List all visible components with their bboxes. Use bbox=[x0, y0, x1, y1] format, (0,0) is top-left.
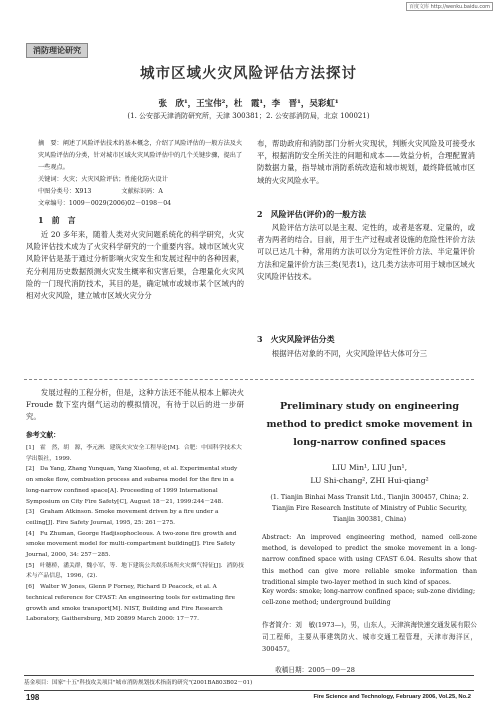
right-paragraph-1: 布，帮助政府和消防部门分析火灾现状，判断火灾风险及可接受水平，根据消防安全所关注的问题和成本——效益分析，合理配置消防数据力量，指导城市消防系统改造和城市规划，最终降低城市区域的火灾风险水平。 bbox=[257, 139, 475, 185]
page-number: 198 bbox=[26, 693, 40, 702]
reference-list bbox=[26, 443, 244, 625]
english-affiliation: (1. Tianjin Binhai Mass Transit Ltd., Tianjin 300457, China; 2. Tianjin Fire Research Institute of Ministry of Public Security, Tianjin 300381, China) bbox=[270, 494, 469, 523]
affiliation: (1. 公安部天津消防研究所，天津 300381；2. 公安部消防局，北京 100021) bbox=[127, 112, 370, 120]
english-keywords: Key words: smoke; long-narrow confined space; sub-zone dividing; cell-zone method; underground building bbox=[262, 588, 476, 607]
journal-info: Fire Science and Technology, February 2006, Vol.25, No.2 bbox=[313, 694, 471, 700]
section-1-paragraph: 近 20 多年来，随着人类对火灾问题系统化的科学研究，火灾风险评估技术成为了火灾科学研究的一个重要内容。城市区域火灾风险评估是基于通过分析影响火灾发生和发展过程中的各种因素，充分利用历史数据预测火灾发生概率和灾害后果，合理量化火灾风险的一门现代消防技术，其目的是，确定城市或城市某个区域内的相对火灾风险，建立城市区域火灾分分 bbox=[26, 230, 244, 301]
watermark[interactable]: 百度文库 http://wenku.baidu.com bbox=[406, 2, 493, 11]
doc-code: 文献标识码：A bbox=[121, 188, 163, 195]
reference-item: [3] Graham Atkinson. Smoke movement driven by a fire under a ceiling[J]. Fire Safety Journal, 1995, 25: 261－275. bbox=[26, 509, 219, 526]
footer-rule bbox=[24, 675, 474, 676]
english-authors-line-1: LIU Min¹, LIU Jun¹, bbox=[332, 463, 407, 472]
english-abstract: Abstract: An improved engineering method, named cell-zone method, is developed to predict the smoke movement in a long-narrow confined space with using CFAST 6.04. Results show that this method can give more reliable smoke information than traditional simple two-layer method in such kind of spaces. bbox=[262, 534, 477, 586]
authors: 张 欣¹，王宝伟²，杜 霞¹，李 晋¹，吴彩虹¹ bbox=[158, 99, 339, 109]
bottom-rule bbox=[24, 690, 474, 691]
article-number: 文章编号：1009－0029(2006)02－0198－04 bbox=[38, 200, 172, 207]
section-3-heading: 3 火灾风险评估分类 bbox=[257, 334, 335, 344]
section-2-heading: 2 风险评估(评价)的一般方法 bbox=[257, 209, 367, 219]
section-2-paragraph: 风险评估方法可以是主观、定性的，或者是客观、定量的，或者为两者的结合。目前，用于生产过程或者设施的危险性评价方法可以已达几十种，常用的方法可以分为定性评价方法、半定量评价方法和定量评价方法三类(见表1)，这几类方法亦可用于城市区域火灾风险评估技术。 bbox=[257, 223, 475, 281]
previous-article-tail: 发展过程的工程分析，但是，这种方法还不能从根本上解决火 Froude 数下室内烟气运动的模拟情况，有待于以后的进一步研究。 bbox=[26, 388, 244, 422]
reference-item: [6] Walter W Jones, Glenn P Forney, Richard D Peacock, et al. A technical reference for CFAST: An engineering tools for estimating fire growth and smoke transport[M]. NIST, Building and Fire Research Laboratory, Gaithersburg, MD 20899 March 2000: 17－77. bbox=[26, 584, 236, 623]
article-separator bbox=[24, 379, 474, 380]
section-3-paragraph: 根据评估对象的不同，火灾风险评估大体可分三 bbox=[271, 349, 428, 358]
received-date: 收稿日期：2005－09－28 bbox=[275, 666, 355, 674]
english-authors-line-2: LU Shi-chang², ZHI Hui-qiang² bbox=[310, 476, 429, 485]
author-bio: 作者简介：刘 敏(1973—)，男，山东人，天津滨海快速交通发展有限公司工程师，主要从事建筑防火、城市交通工程管理，天津市海洋区，300457。 bbox=[262, 621, 477, 653]
reference-item: [4] Fu Zhuman, George Hadjisophocleous. A two-zone fire growth and smoke movement model for multi-compartment building[J]. Fire Safety Journal, 2000, 34: 257－285. bbox=[26, 530, 237, 559]
section-1-heading: 1 前 言 bbox=[38, 215, 76, 225]
clc: 中图分类号：X913 bbox=[38, 188, 92, 195]
reference-item: [1] 霍 然，胡 源，李元洲．建筑火灾安全工程导论[M]．合肥：中国科学技术大学出版社，1999. bbox=[26, 445, 242, 462]
english-title: Preliminary study on engineering method to predict smoke movement in long-narrow confined spaces bbox=[266, 401, 473, 448]
fund-note: 基金项目：国家"十五"科技攻关项目"城市消防规划技术指南的研究"(2001BA803B02－01) bbox=[24, 680, 253, 686]
clc-line bbox=[38, 186, 243, 195]
paper-title: 城市区域火灾风险评估方法探讨 bbox=[140, 65, 357, 82]
keywords-zh: 关键词：火灾；火灾风险评估；性能化防火设计 bbox=[38, 176, 168, 183]
abstract-zh: 摘 要：阐述了风险评估技术的基本概念，介绍了风险评估的一般方法及火灾风险评估的分类，针对城市区域火灾风险评估中的几个关键步骤，提出了一些观点。 bbox=[38, 140, 243, 171]
reference-item: [2] Da Yang, Zhang Yunquan, Yang Xiaofeng, et al. Experimental study on smoke flow, combustion process and subarea model for the fire in a long-narrow confined space[A]. Proceeding of 1999 International Symposium on City Fire Safety[C], August 18－21, 1999:244－248. bbox=[26, 466, 238, 505]
english-authors bbox=[262, 461, 477, 487]
column-tag: 消防理论研究 bbox=[26, 43, 88, 58]
references-heading: 参考文献： bbox=[26, 431, 60, 439]
reference-item: [5] 叶穗桥，潘关群，魏小军，等．地下建筑公共娱乐场所火灾烟气特征[J]．消防技术与产品信息，1996，(2). bbox=[26, 562, 244, 580]
